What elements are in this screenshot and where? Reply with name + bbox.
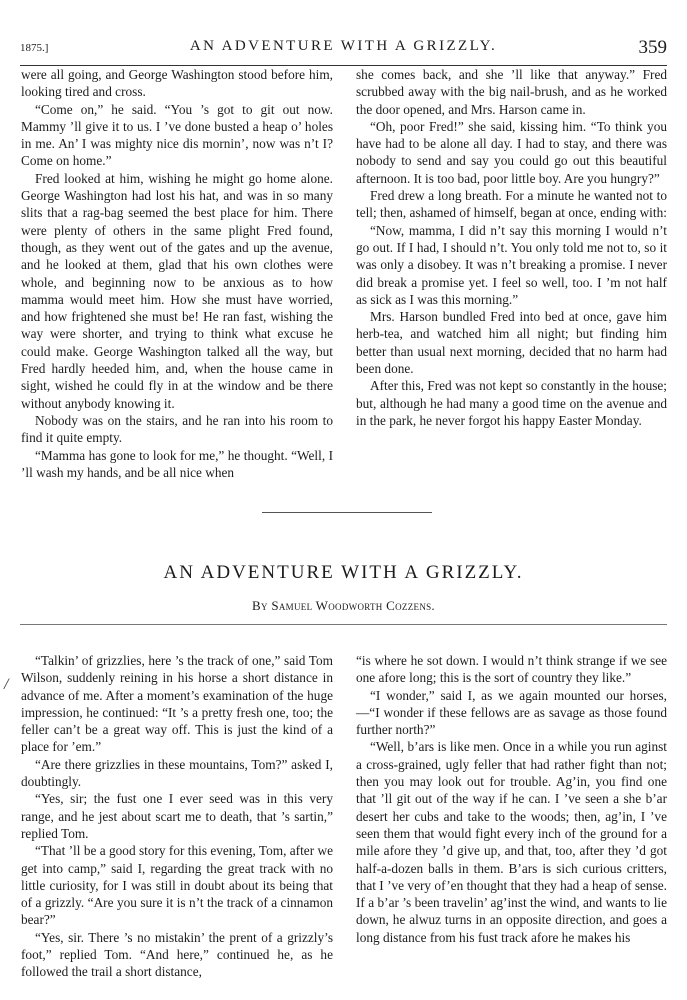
- story-one-left-column: [21, 66, 333, 481]
- paragraph: “is where he sot down. I would n’t think strange if we see one afore long; this is the sort of country they like.”: [356, 653, 667, 686]
- story-title: AN ADVENTURE WITH A GRIZZLY.: [163, 562, 524, 583]
- paragraph: “That ’ll be a good story for this evening, Tom, after we get into camp,” said I, regarding the great track with no little curiosity, for I was still in doubt about its being that of a grizzly. “Are you sure it is n’t the track of a cinnamon bear?”: [21, 843, 333, 928]
- paragraph: “Come on,” he said. “You ’s got to git out now. Mammy ’ll give it to us. I ’ve done busted a heap o’ holes in me. An’ I was mighty nice dis mornin’, now was n’t I? Come on home.”: [21, 101, 333, 169]
- section-divider: [262, 512, 432, 513]
- margin-mark: /: [4, 676, 9, 693]
- paragraph: “Mamma has gone to look for me,” he thought. “Well, I ’ll wash my hands, and be all nice when: [21, 447, 333, 480]
- paragraph: Mrs. Harson bundled Fred into bed at once, gave him herb-tea, and watched him all night; but finding him better than usual next morning, decided that no harm had been done.: [356, 309, 667, 377]
- paragraph: “Talkin’ of grizzlies, here ’s the track of one,” said Tom Wilson, suddenly reining in his horse a short distance in advance of me. After a moment’s examination of the huge impression, he continued: “It ’s a pretty fresh one, too; the feller can’t be a great way off. This is just the kind of a place for ’em.”: [21, 653, 333, 755]
- story-two-right-column: [356, 652, 667, 946]
- byline-rule: [20, 624, 667, 625]
- paragraph: Fred drew a long breath. For a minute he wanted not to tell; then, ashamed of himself, began at once, ending with:: [356, 188, 667, 221]
- paragraph: “Oh, poor Fred!” she said, kissing him. “To think you have had to be alone all day. I had to stay, and there was nobody to send and say you could go out this beautiful afternoon. It is too bad, poor little boy. Are you hungry?”: [356, 118, 667, 186]
- paragraph: she comes back, and she ’ll like that anyway.” Fred scrubbed away with the big nail-brush, and as he worked the door opened, and Mrs. Harson came in.: [356, 67, 667, 117]
- paragraph: “Well, b’ars is like men. Once in a while you run aginst a cross-grained, ugly feller that had rather fight than not; then you may look out for trouble. Ag’in, you find one that ’ll git out of the way if he can. I ’ve seen a she b’ar desert her cubs and take to the woods; then, ag’in, I ’ve seen them that would fight every inch of the ground for a mile afore they ’d give up, and that, too, after they ’d got half-a-dozen balls in them. B’ars is sich curious critters, that I ’ve very of’en thought that they had a heap of sense. If a b’ar ’s been travelin’ ag’inst the wind, and wants to lie down, he alwuz turns in an opposite direction, and goes a long distance from his fust track afore he makes his: [356, 739, 667, 945]
- header-date: 1875.]: [20, 42, 49, 54]
- paragraph: “Now, mamma, I did n’t say this morning I would n’t go out. If I had, I should n’t. You only told me not to, so it was only a disobey. It was n’t breaking a promise. I never did break a promise yet. I feel so well, too. I ’m not half as sick as I was this morning.”: [356, 222, 667, 307]
- paragraph: “Are there grizzlies in these mountains, Tom?” asked I, doubtingly.: [21, 756, 333, 790]
- header-title: AN ADVENTURE WITH A GRIZZLY.: [189, 38, 498, 54]
- story-two-left-column: [21, 652, 333, 981]
- page-number: 359: [638, 37, 667, 58]
- paragraph: After this, Fred was not kept so constantly in the house; but, although he had many a good time on the avenue and in the park, he never forgot his happy Easter Monday.: [356, 378, 667, 428]
- paragraph: Fred looked at him, wishing he might go home alone. George Washington had lost his hat, and was in so many slits that a rag-bag seemed the best place for him. There were plenty of others in the same plight Fred found, though, as they went out of the gates and up the avenue, and he looked at them, glad that his own clothes were whole, and beginning now to be anxious as to how mamma would meet him. How she must have worried, and how frightened she must be! He ran fast, wishing the way were shorter, and trying to think what excuse he could make. George Washington talked all the way, but Fred hardly heeded him, and, when the house came in sight, wished he could fly in at the window and be there without anybody knowing it.: [21, 170, 333, 411]
- paragraph: “Yes, sir. There ’s no mistakin’ the prent of a grizzly’s foot,” replied Tom. “And here,” continued he, as he followed the trail a short distance,: [21, 929, 333, 980]
- paragraph: were all going, and George Washington stood before him, looking tired and cross.: [21, 67, 333, 100]
- paragraph: “I wonder,” said I, as we again mounted our horses,—“I wonder if these fellows are as savage as those found further north?”: [356, 687, 667, 738]
- paragraph: “Yes, sir; the fust one I ever seed was in this very range, and he jest about scart me to death, that ’s sartin,” replied Tom.: [21, 791, 333, 841]
- byline: By Samuel Woodworth Cozzens.: [252, 598, 435, 613]
- running-header: [20, 38, 667, 62]
- paragraph: Nobody was on the stairs, and he ran into his room to find it quite empty.: [21, 412, 333, 446]
- story-one-right-column: [356, 66, 667, 429]
